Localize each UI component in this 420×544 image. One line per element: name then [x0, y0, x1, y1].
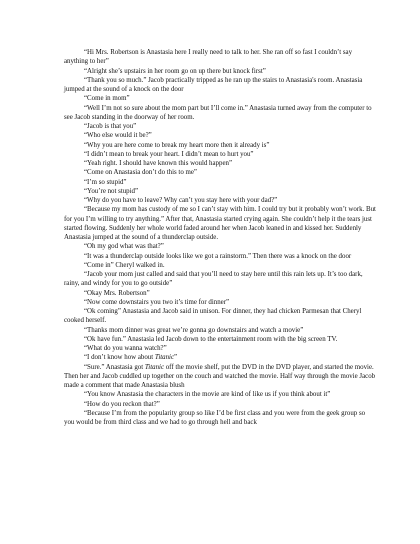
- movie-title: Titanic: [144, 363, 165, 371]
- paragraph: “Thank you so much.” Jacob practically tripped as he ran up the stairs to Anastasia's room. Anastasia jumped at the sound of a knock on the door: [64, 76, 363, 93]
- paragraph: “Okay Mrs. Robertson”: [84, 289, 150, 297]
- paragraph: “Jacob is that you”: [84, 123, 137, 130]
- paragraph: “You’re not stupid”: [84, 187, 139, 195]
- paragraph: “Alright she’s upstairs in her room go on up there but knock first”: [84, 67, 266, 75]
- paragraph: “How do you reckon that?”: [84, 400, 160, 408]
- paragraph: “Oh my god what was that?”: [84, 243, 164, 251]
- paragraph: “It was a thunderclap outside looks like we got a rainstorm.” Then there was a knock on the door: [84, 252, 352, 260]
- paragraph: “Why you are here come to break my heart more then it already is”: [84, 141, 270, 149]
- paragraph: “Ok coming” Anastasia and Jacob said in unison. For dinner, they had chicken Parmesan that Cheryl cooked herself.: [64, 308, 362, 325]
- paragraph: “Come on Anastasia don’t do this to me”: [84, 169, 197, 177]
- paragraph: “I didn’t mean to break your heart. I didn’t mean to hurt you”: [84, 150, 254, 158]
- paragraph: “Thanks mom dinner was great we’re gonna go downstairs and watch a movie”: [84, 326, 304, 334]
- text-run: “Sure.” Anastasia got: [84, 363, 145, 371]
- paragraph: “Because I’m from the popularity group so like I’d be first class and you were from the geek group so you would be from third class and we had to go through hell and back: [64, 409, 366, 426]
- paragraph: “Come in mom”: [84, 95, 130, 103]
- paragraph: “What do you wanna watch?”: [84, 345, 167, 352]
- paragraph: “You know Anastasia the characters in the movie are kind of like us if you think about it”: [84, 391, 331, 399]
- paragraph: “Yeah right. I should have known this would happen”: [84, 160, 232, 167]
- text-run: off the movie shelf, put the DVD in the DVD player, and started the movie. Then her and Jacob cuddled up together on the couch and watched the movie. Half way through the movie Jacob made a comment that made Anastasia blush: [64, 363, 376, 389]
- paragraph: “Now come downstairs you two it’s time for dinner”: [84, 298, 230, 306]
- paragraph: “Hi Mrs. Robertson is Anastasia here I really need to talk to her. She ran off so fast I couldn’t say anything to her”: [64, 49, 353, 66]
- movie-title: Titanic: [154, 354, 175, 362]
- paragraph: “Ok have fun.” Anastasia led Jacob down to the entertainment room with the big screen TV.: [84, 335, 338, 343]
- paragraph: “I’m so stupid”: [84, 178, 127, 186]
- paragraph: “Because my mom has custody of me so I can’t stay with him. I could try but it probably won’t work. But for you I’m willing to try anything.” After that, Anastasia started crying again. She couldn’t help it the tears just started flowing. Suddenly her whole world faded around her when Jacob leaned in and kissed her. Suddenly Anastasia jumped at the sound of a thunderclap outside.: [64, 206, 376, 241]
- document-page: [64, 48, 376, 427]
- text-run: ”: [174, 354, 178, 362]
- paragraph: “Jacob your mom just called and said that you’ll need to stay here until this rain lets up. It’s too dark, rainy, and windy for you to go outside”: [64, 271, 363, 288]
- paragraph: [64, 353, 376, 362]
- paragraph: [64, 363, 376, 391]
- paragraph: “Come in” Cheryl walked in.: [84, 261, 165, 269]
- paragraph: “Why do you have to leave? Why can’t you stay here with your dad?”: [84, 197, 278, 204]
- paragraph: “Who else would it be?”: [84, 132, 152, 140]
- text-run: “I don’t know how about: [84, 354, 155, 362]
- paragraph: “Well I’m not so sure about the mom part but I’ll come in.” Anastasia turned away from the computer to see Jacob standing in the doorway of her room.: [64, 104, 372, 121]
